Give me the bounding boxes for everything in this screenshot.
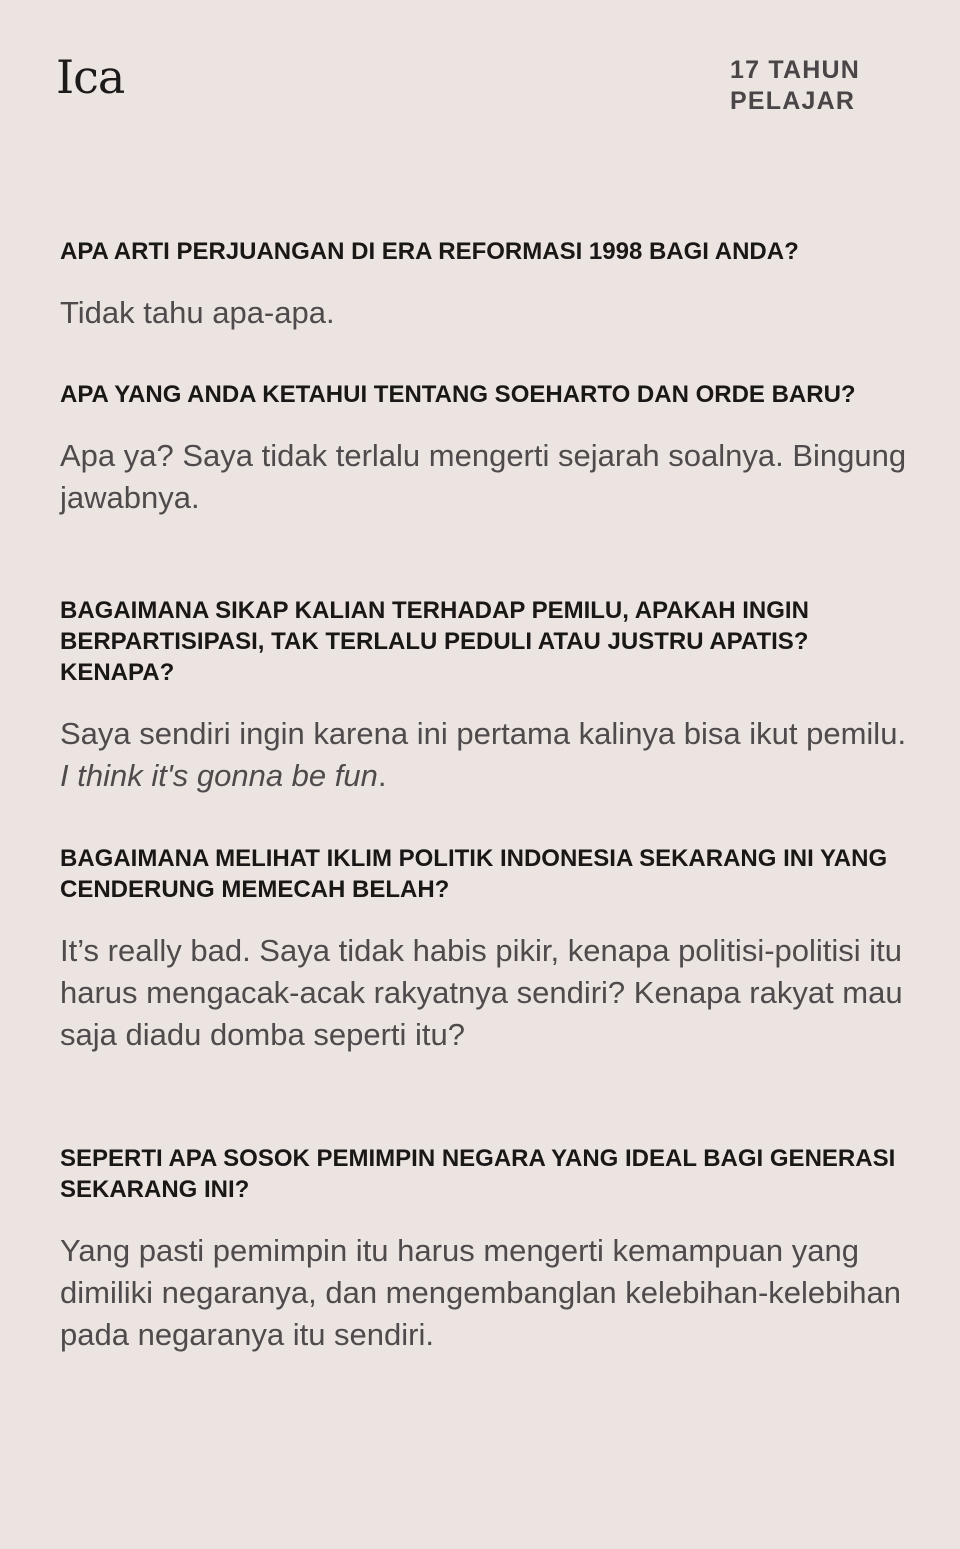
qa-item [60,379,910,519]
answer-end: . [377,758,387,793]
qa-item [60,595,910,797]
answer-text: Saya sendiri ingin karena ini pertama kalinya bisa ikut pemilu. [60,716,907,751]
answer [60,713,910,797]
qa-item [60,236,910,334]
answer: Tidak tahu apa-apa. [60,295,335,330]
respondent-age: 17 TAHUN [730,56,860,84]
answer: It’s really bad. Saya tidak habis pikir, kenapa politisi-politisi itu harus mengacak-acak rakyatnya sendiri? Kenapa rakyat mau saja diadu domba seperti itu? [60,933,903,1052]
question: APA YANG ANDA KETAHUI TENTANG SOEHARTO DAN ORDE BARU? [60,381,856,408]
respondent-occupation: PELAJAR [730,87,856,115]
question: BAGAIMANA SIKAP KALIAN TERHADAP PEMILU, APAKAH INGIN BERPARTISIPASI, TAK TERLALU PEDULI ATAU JUSTRU APATIS? KENAPA? [60,597,809,686]
question: BAGAIMANA MELIHAT IKLIM POLITIK INDONESIA SEKARANG INI YANG CENDERUNG MEMECAH BELAH? [60,845,888,903]
answer: Apa ya? Saya tidak terlalu mengerti sejarah soalnya. Bingung jawabnya. [60,438,907,515]
answer-italic-text: I think it's gonna be fun [60,758,378,793]
respondent-meta [730,55,860,117]
qa-item [60,843,910,1056]
respondent-name: Ica [56,50,125,104]
question: APA ARTI PERJUANGAN DI ERA REFORMASI 1998 BAGI ANDA? [60,238,799,265]
qa-item [60,1143,910,1356]
answer: Yang pasti pemimpin itu harus mengerti kemampuan yang dimiliki negaranya, dan mengembanglan kelebihan-kelebihan pada negaranya itu sendiri. [60,1233,901,1352]
question: SEPERTI APA SOSOK PEMIMPIN NEGARA YANG IDEAL BAGI GENERASI SEKARANG INI? [60,1145,896,1203]
